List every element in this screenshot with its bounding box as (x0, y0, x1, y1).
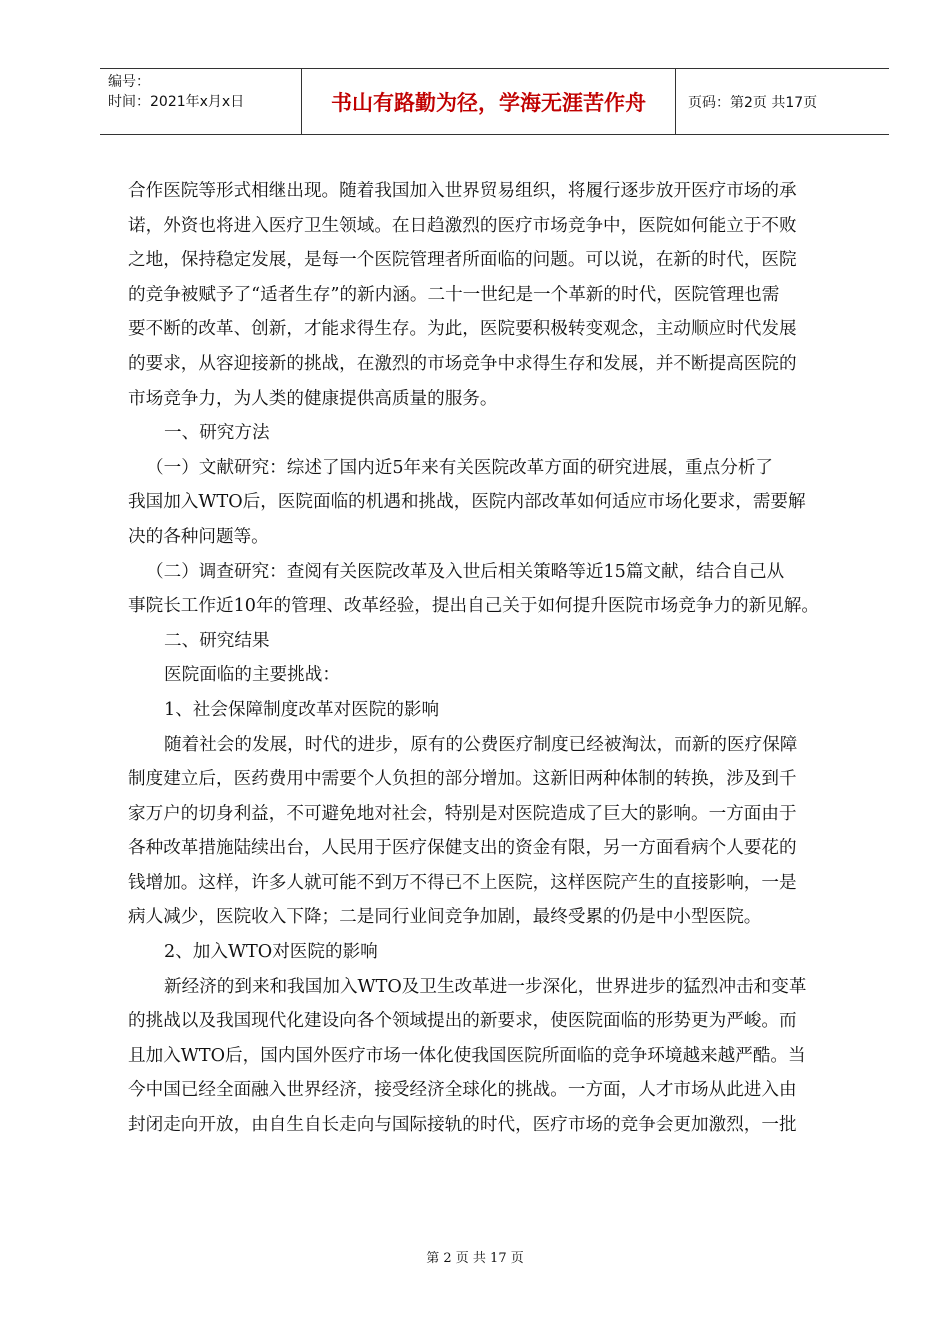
body-line: 的挑战以及我国现代化建设向各个领域提出的新要求，使医院面临的形势更为严峻。而 (128, 1011, 797, 1032)
body-line: 随着社会的发展，时代的进步，原有的公费医疗制度已经被淘汰，而新的医疗保障 (164, 734, 798, 755)
body-line: （二）调查研究：查阅有关医院改革及入世后相关策略等近15篇文献，结合自己从 (146, 561, 785, 582)
document-date: 时间：2021年x月x日 (108, 94, 245, 110)
body-line: 之地，保持稳定发展，是每一个医院管理者所面临的问题。可以说，在新的时代，医院 (128, 250, 797, 271)
body-line: 钱增加。这样，许多人就可能不到万不得已不上医院，这样医院产生的直接影响，一是 (128, 872, 797, 893)
body-line: 封闭走向开放，由自生自长走向与国际接轨的时代，医疗市场的竞争会更加激烈，一批 (128, 1115, 797, 1136)
subsection-heading: 1、社会保障制度改革对医院的影响 (164, 699, 440, 720)
body-line: 决的各种问题等。 (128, 526, 269, 547)
section-heading: 一、研究方法 (164, 423, 270, 444)
body-line: 的竞争被赋予了“适者生存”的新内涵。二十一世纪是一个革新的时代，医院管理也需 (128, 284, 780, 305)
body-line: 今中国已经全面融入世界经济，接受经济全球化的挑战。一方面，人才市场从此进入由 (128, 1080, 797, 1101)
body-line: 我国加入WTO后，医院面临的机遇和挑战，医院内部改革如何适应市场化要求，需要解 (128, 492, 806, 513)
body-line: 新经济的到来和我国加入WTO及卫生改革进一步深化，世界进步的猛烈冲击和变革 (164, 976, 807, 997)
body-line: 事院长工作近10年的管理、改革经验，提出自己关于如何提升医院市场竞争力的新见解。 (128, 596, 819, 617)
body-line: 病人减少，医院收入下降；二是同行业间竞争加剧，最终受累的仍是中小型医院。 (128, 907, 762, 928)
page-footer: 第 2 页 共 17 页 (426, 1251, 524, 1266)
body-line: 各种改革措施陆续出台，人民用于医疗保健支出的资金有限，另一方面看病个人要花的 (128, 838, 797, 859)
header-motto: 书山有路勤为径，学海无涯苦作舟 (302, 69, 676, 134)
body-line: 且加入WTO后，国内国外医疗市场一体化使我国医院所面临的竞争环境越来越严酷。当 (128, 1045, 806, 1066)
page-header (100, 68, 889, 135)
body-line: 要不断的改革、创新，才能求得生存。为此，医院要积极转变观念，主动顺应时代发展 (128, 319, 797, 340)
body-line: 制度建立后，医药费用中需要个人负担的部分增加。这新旧两种体制的转换，涉及到千 (128, 769, 797, 790)
document-number-label: 编号： (108, 74, 150, 90)
body-line: （一）文献研究：综述了国内近5年来有关医院改革方面的研究进展，重点分析了 (146, 457, 773, 478)
body-line: 市场竞争力，为人类的健康提供高质量的服务。 (128, 388, 498, 409)
subsection-heading: 医院面临的主要挑战： (164, 665, 340, 686)
body-line: 合作医院等形式相继出现。随着我国加入世界贸易组织，将履行逐步放开医疗市场的承 (128, 181, 797, 201)
body-line: 诺，外资也将进入医疗卫生领域。在日趋激烈的医疗市场竞争中，医院如何能立于不败 (128, 215, 797, 236)
document-body (128, 174, 864, 1143)
header-meta (100, 69, 302, 134)
subsection-heading: 2、加入WTO对医院的影响 (164, 942, 378, 963)
section-heading: 二、研究结果 (164, 630, 270, 651)
header-page-info: 页码：第2页 共17页 (688, 94, 818, 111)
body-line: 家万户的切身利益，不可避免地对社会，特别是对医院造成了巨大的影响。一方面由于 (128, 803, 797, 824)
body-line: 的要求，从容迎接新的挑战，在激烈的市场竞争中求得生存和发展，并不断提高医院的 (128, 353, 797, 374)
